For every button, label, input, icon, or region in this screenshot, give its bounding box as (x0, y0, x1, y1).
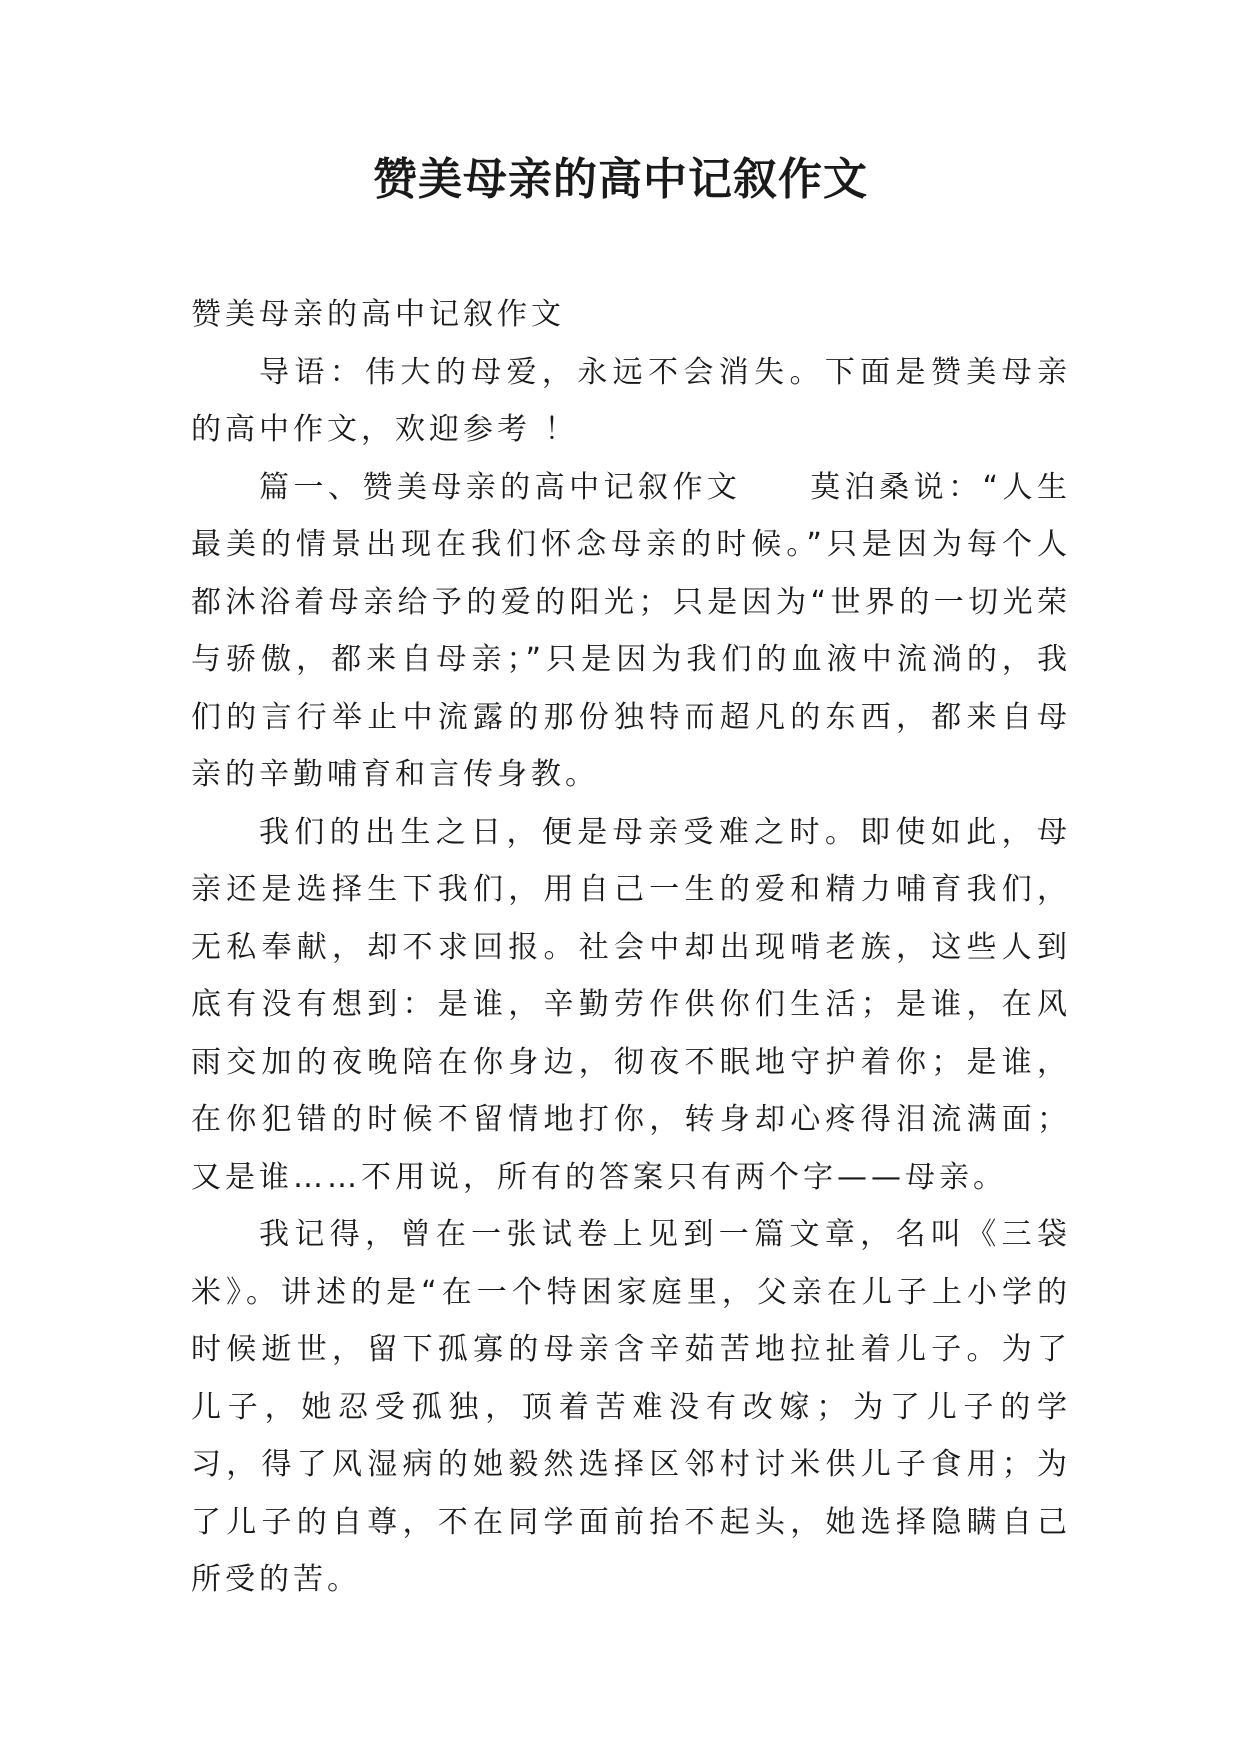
document-title: 赞美母亲的高中记叙作文 (373, 154, 868, 205)
paragraph-intro: 导语：伟大的母爱，永远不会消失。下面是赞美母亲的高中作文，欢迎参考 ！ (191, 354, 1071, 447)
paragraph-three-bags-of-rice: 我记得，曾在一张试卷上见到一篇文章，名叫《三袋米》。讲述的是“在一个特困家庭里，父亲在儿子上小学的时候逝世，留下孤寡的母亲含辛茹苦地拉扯着儿子。为了儿子，她忍受孤独，顶着苦难没有改嫁；为了儿子的学习，得了风湿病的她毅然选择区邻村讨米供儿子食用；为了儿子的自尊，不在同学面前抬不起头，她选择隐瞒自己所受的苦。 (191, 1217, 1071, 1597)
paragraph-section-one: 篇一、赞美母亲的高中记叙作文 莫泊桑说：“人生最美的情景出现在我们怀念母亲的时候。”只是因为每个人都沐浴着母亲给予的爱的阳光；只是因为“世界的一切光荣与骄傲，都来自母亲；”只是因为我们的血液中流淌的，我们的言行举止中流露的那份独特而超凡的东西，都来自母亲的辛勤哺育和言传身教。 (191, 469, 1071, 792)
paragraph-birth: 我们的出生之日，便是母亲受难之时。即使如此，母亲还是选择生下我们，用自己一生的爱和精力哺育我们，无私奉献，却不求回报。社会中却出现啃老族，这些人到底有没有想到：是谁，辛勤劳作供你们生活；是谁，在风雨交加的夜晚陪在你身边，彻夜不眠地守护着你；是谁，在你犯错的时候不留情地打你，转身却心疼得泪流满面；又是谁……不用说，所有的答案只有两个字——母亲。 (191, 814, 1071, 1195)
document-body (191, 286, 1071, 1609)
paragraph-heading: 赞美母亲的高中记叙作文 (191, 297, 565, 332)
